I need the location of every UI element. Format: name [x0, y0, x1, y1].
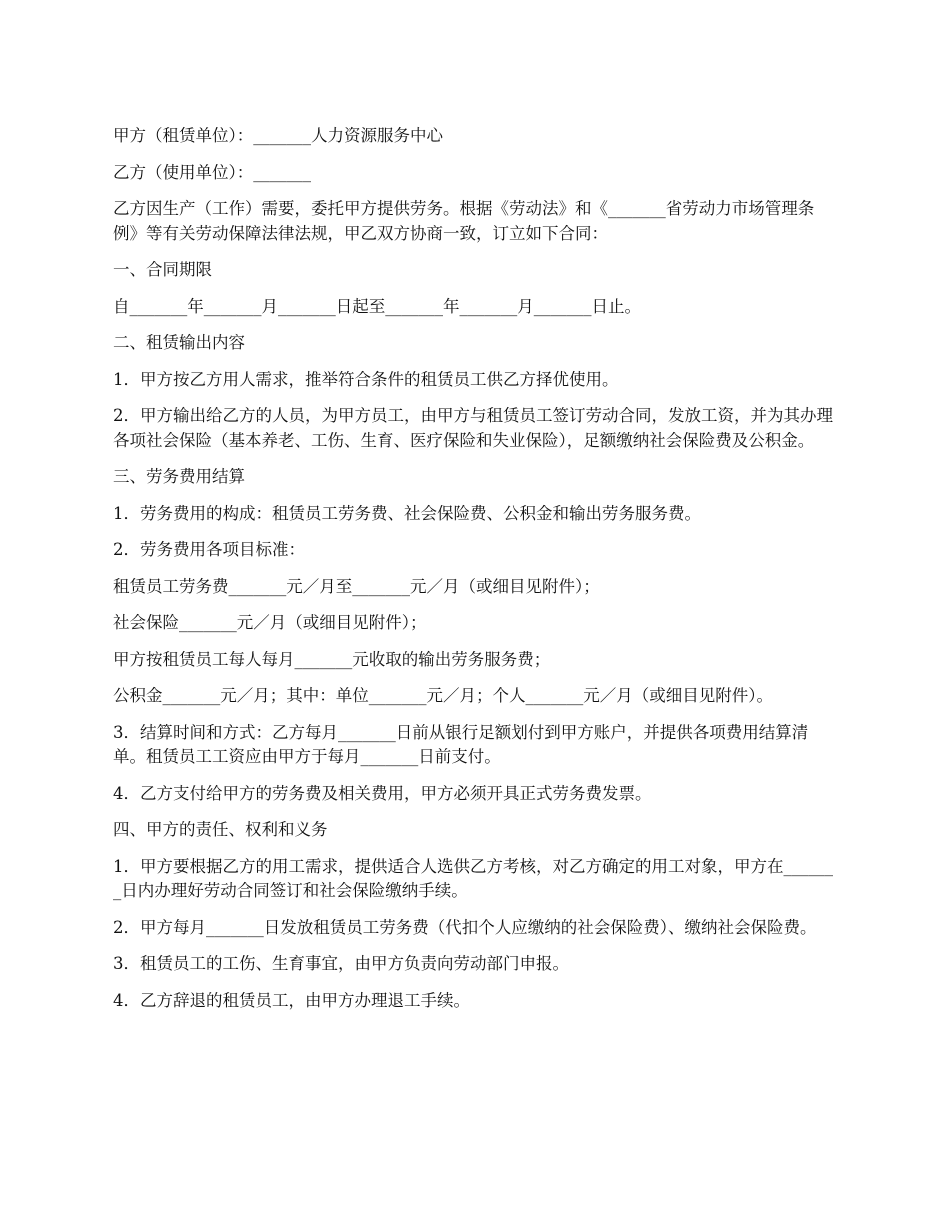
section-heading-fees: 三、劳务费用结算	[113, 467, 245, 486]
party-b-line: 乙方（使用单位）：_______	[113, 162, 311, 182]
content-clause-1: 1．甲方按乙方用人需求，推举符合条件的租赁员工供乙方择优使用。	[113, 369, 619, 389]
fees-clause-1: 1．劳务费用的构成：租赁员工劳务费、社会保险费、公积金和输出劳务服务费。	[113, 503, 701, 523]
duty-clause-4: 4．乙方辞退的租赁员工，由甲方办理退工手续。	[113, 990, 470, 1010]
term-date-line: 自_______年_______月_______日起至_______年_______月_______日止。	[113, 296, 641, 316]
fees-clause-4: 4．乙方支付给甲方的劳务费及相关费用，甲方必须开具正式劳务费发票。	[113, 783, 652, 803]
content-clause-2: 2．甲方输出给乙方的人员，为甲方员工，由甲方与租赁员工签订劳动合同，发放工资，并为其办理各项社会保险（基本养老、工伤、生育、医疗保险和失业保险），足额缴纳社会保险费及公积金。	[113, 406, 833, 450]
section-heading-content: 二、租赁输出内容	[113, 333, 245, 352]
section-heading-term: 一、合同期限	[113, 260, 212, 279]
fees-clause-3: 3．结算时间和方式：乙方每月_______日前从银行足额划付到甲方账户，并提供各项费用结算清单。租赁员工工资应由甲方于每月_______日前支付。	[113, 722, 809, 766]
preamble-paragraph: 乙方因生产（工作）需要，委托甲方提供劳务。根据《劳动法》和《_______省劳动力市场管理条例》等有关劳动保障法律法规，甲乙双方协商一致，订立如下合同：	[113, 199, 815, 243]
contract-page	[113, 124, 838, 1025]
fee-item-labor: 租赁员工劳务费_______元／月至_______元／月（或细目见附件）；	[113, 576, 600, 596]
fee-item-service: 甲方按租赁员工每人每月_______元收取的输出劳务服务费；	[113, 649, 551, 669]
duty-clause-3: 3．租赁员工的工伤、生育事宜，由甲方负责向劳动部门申报。	[113, 954, 569, 973]
duty-clause-2: 2．甲方每月_______日发放租赁员工劳务费（代扣个人应缴纳的社会保险费）、缴纳社会保险费。	[113, 917, 817, 937]
fee-item-housing-fund: 公积金_______元／月；其中：单位_______元／月；个人_______元／月（或细目见附件）。	[113, 686, 773, 705]
fee-item-insurance: 社会保险_______元／月（或细目见附件）；	[113, 613, 427, 632]
section-heading-party-a-duties: 四、甲方的责任、权利和义务	[113, 820, 328, 839]
duty-clause-1: 1．甲方要根据乙方的用工需求，提供适合人选供乙方考核，对乙方确定的用工对象，甲方在_______日内办理好劳动合同签订和社会保险缴纳手续。	[113, 856, 833, 900]
fees-clause-2: 2．劳务费用各项目标准：	[113, 540, 305, 559]
party-a-line: 甲方（租赁单位）：_______人力资源服务中心	[113, 126, 443, 145]
